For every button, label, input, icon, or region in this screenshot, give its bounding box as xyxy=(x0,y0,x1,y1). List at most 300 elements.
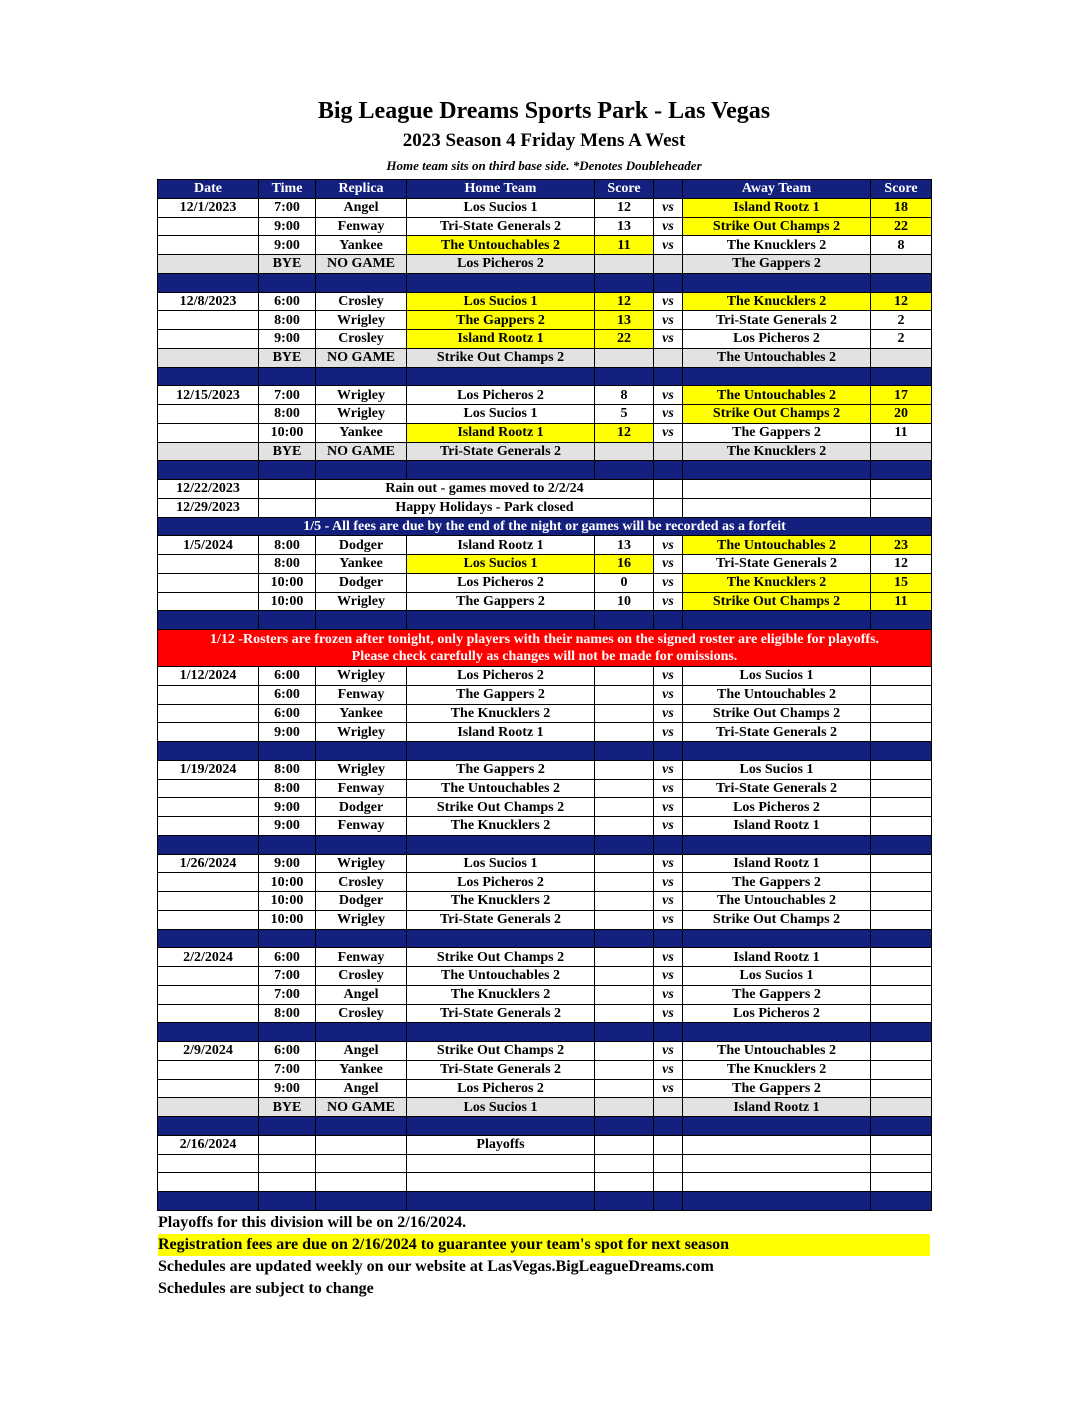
away-score: 2 xyxy=(871,330,932,349)
column-header: Home Team xyxy=(407,180,595,199)
game-field: Crosley xyxy=(316,967,407,986)
home-team: Los Sucios 1 xyxy=(407,198,595,217)
away-team: Los Picheros 2 xyxy=(683,1004,871,1023)
game-field: Wrigley xyxy=(316,760,407,779)
away-score xyxy=(871,1042,932,1061)
game-date: 1/19/2024 xyxy=(158,760,259,779)
fees-notice: 1/5 - All fees are due by the end of the night or games will be recorded as a forfeit xyxy=(158,517,932,536)
message-date: 12/29/2023 xyxy=(158,498,259,517)
vs-label: vs xyxy=(654,667,683,686)
game-row xyxy=(158,198,932,217)
separator-cell xyxy=(871,461,932,480)
vs-label: vs xyxy=(654,685,683,704)
roster-notice-line: Please check carefully as changes will not be made for omissions. xyxy=(351,649,738,664)
table-cell xyxy=(871,348,932,367)
home-team: Los Picheros 2 xyxy=(407,667,595,686)
game-row xyxy=(158,704,932,723)
vs-label: vs xyxy=(654,198,683,217)
away-score xyxy=(871,685,932,704)
game-field: Crosley xyxy=(316,292,407,311)
game-date xyxy=(158,1004,259,1023)
vs-label: vs xyxy=(654,1004,683,1023)
game-date xyxy=(158,985,259,1004)
separator-cell xyxy=(595,1192,654,1211)
separator-cell xyxy=(595,742,654,761)
game-time: 9:00 xyxy=(259,1079,316,1098)
home-team: The Gappers 2 xyxy=(407,592,595,611)
game-time: 6:00 xyxy=(259,685,316,704)
home-score: 13 xyxy=(595,217,654,236)
separator-cell xyxy=(316,367,407,386)
home-team: Tri-State Generals 2 xyxy=(407,1004,595,1023)
table-cell xyxy=(595,1173,654,1192)
separator-cell xyxy=(259,1023,316,1042)
separator-cell xyxy=(316,461,407,480)
separator-cell xyxy=(407,367,595,386)
home-team: Los Picheros 2 xyxy=(407,873,595,892)
separator-cell xyxy=(683,273,871,292)
away-team: Island Rootz 1 xyxy=(683,817,871,836)
game-time: 10:00 xyxy=(259,573,316,592)
away-team: Strike Out Champs 2 xyxy=(683,217,871,236)
game-date xyxy=(158,236,259,255)
table-cell xyxy=(407,1154,595,1173)
separator-cell xyxy=(595,611,654,630)
separator-cell xyxy=(158,929,259,948)
game-field: Wrigley xyxy=(316,854,407,873)
game-date xyxy=(158,1060,259,1079)
table-cell xyxy=(654,348,683,367)
separator-cell xyxy=(595,929,654,948)
game-field: Yankee xyxy=(316,423,407,442)
bye-row xyxy=(158,348,932,367)
game-row xyxy=(158,779,932,798)
table-cell xyxy=(871,1098,932,1117)
game-time: 9:00 xyxy=(259,330,316,349)
vs-label: vs xyxy=(654,405,683,424)
table-cell xyxy=(259,1135,316,1154)
away-score: 23 xyxy=(871,536,932,555)
game-time: 6:00 xyxy=(259,704,316,723)
home-score xyxy=(595,723,654,742)
game-row xyxy=(158,873,932,892)
game-row xyxy=(158,217,932,236)
game-row xyxy=(158,236,932,255)
table-cell xyxy=(871,1135,932,1154)
away-score: 18 xyxy=(871,198,932,217)
game-field: Wrigley xyxy=(316,910,407,929)
table-cell xyxy=(158,255,259,274)
game-row xyxy=(158,723,932,742)
playoffs-row xyxy=(158,1135,932,1154)
playoffs-date: 2/16/2024 xyxy=(158,1135,259,1154)
game-time: 10:00 xyxy=(259,873,316,892)
table-cell xyxy=(595,348,654,367)
home-team: Los Picheros 2 xyxy=(407,1079,595,1098)
home-score xyxy=(595,910,654,929)
game-field: Fenway xyxy=(316,948,407,967)
game-field: Angel xyxy=(316,1042,407,1061)
away-team: Island Rootz 1 xyxy=(683,948,871,967)
game-time: 6:00 xyxy=(259,667,316,686)
home-team: Los Sucios 1 xyxy=(407,292,595,311)
game-field: Yankee xyxy=(316,555,407,574)
game-time: 9:00 xyxy=(259,723,316,742)
away-team: Tri-State Generals 2 xyxy=(683,723,871,742)
home-team: Tri-State Generals 2 xyxy=(407,1060,595,1079)
away-team: Los Sucios 1 xyxy=(683,967,871,986)
away-score xyxy=(871,1004,932,1023)
away-team: The Gappers 2 xyxy=(683,423,871,442)
game-time: 8:00 xyxy=(259,311,316,330)
game-row xyxy=(158,555,932,574)
game-date xyxy=(158,573,259,592)
game-time: 8:00 xyxy=(259,555,316,574)
separator-cell xyxy=(683,1023,871,1042)
game-field: Yankee xyxy=(316,704,407,723)
game-date xyxy=(158,311,259,330)
home-score: 22 xyxy=(595,330,654,349)
home-team: Tri-State Generals 2 xyxy=(407,910,595,929)
bye-row xyxy=(158,255,932,274)
home-score: 13 xyxy=(595,536,654,555)
game-field: Wrigley xyxy=(316,667,407,686)
separator-cell xyxy=(407,1117,595,1136)
game-row xyxy=(158,948,932,967)
away-team: Tri-State Generals 2 xyxy=(683,311,871,330)
separator-cell xyxy=(683,742,871,761)
away-team: The Knucklers 2 xyxy=(683,236,871,255)
table-cell xyxy=(259,1173,316,1192)
game-row xyxy=(158,573,932,592)
separator-cell xyxy=(595,461,654,480)
game-time: 10:00 xyxy=(259,892,316,911)
game-time: 6:00 xyxy=(259,1042,316,1061)
bye-row xyxy=(158,1098,932,1117)
table-cell xyxy=(654,498,683,517)
bye-home-team: Los Sucios 1 xyxy=(407,1098,595,1117)
home-score xyxy=(595,1079,654,1098)
game-field: Fenway xyxy=(316,217,407,236)
away-team: Strike Out Champs 2 xyxy=(683,910,871,929)
table-cell xyxy=(683,1154,871,1173)
away-score: 11 xyxy=(871,592,932,611)
vs-label: vs xyxy=(654,854,683,873)
table-cell xyxy=(158,1173,259,1192)
bye-home-team: Tri-State Generals 2 xyxy=(407,442,595,461)
game-field: Fenway xyxy=(316,685,407,704)
home-score: 8 xyxy=(595,386,654,405)
bye-home-team: Strike Out Champs 2 xyxy=(407,348,595,367)
no-game-label: NO GAME xyxy=(316,442,407,461)
table-cell xyxy=(654,1098,683,1117)
bye-away-team: The Untouchables 2 xyxy=(683,348,871,367)
game-row xyxy=(158,985,932,1004)
separator-cell xyxy=(316,1023,407,1042)
table-cell xyxy=(259,498,316,517)
bye-label: BYE xyxy=(259,442,316,461)
game-field: Wrigley xyxy=(316,311,407,330)
separator-cell xyxy=(654,835,683,854)
home-score: 12 xyxy=(595,198,654,217)
game-field: Crosley xyxy=(316,873,407,892)
week-separator xyxy=(158,929,932,948)
message-text: Happy Holidays - Park closed xyxy=(316,498,654,517)
game-date xyxy=(158,873,259,892)
vs-label: vs xyxy=(654,910,683,929)
away-team: Island Rootz 1 xyxy=(683,854,871,873)
column-header: Date xyxy=(158,180,259,199)
game-field: Wrigley xyxy=(316,592,407,611)
game-time: 7:00 xyxy=(259,386,316,405)
game-row xyxy=(158,667,932,686)
game-date xyxy=(158,330,259,349)
home-score: 13 xyxy=(595,311,654,330)
table-cell xyxy=(259,1154,316,1173)
column-header: Replica xyxy=(316,180,407,199)
bye-away-team: The Gappers 2 xyxy=(683,255,871,274)
away-score xyxy=(871,667,932,686)
game-row xyxy=(158,311,932,330)
away-score: 2 xyxy=(871,311,932,330)
game-date: 12/1/2023 xyxy=(158,198,259,217)
separator-cell xyxy=(595,367,654,386)
away-team: The Knucklers 2 xyxy=(683,292,871,311)
separator-cell xyxy=(595,835,654,854)
game-row xyxy=(158,386,932,405)
bye-row xyxy=(158,442,932,461)
separator-cell xyxy=(316,835,407,854)
away-score xyxy=(871,817,932,836)
away-score xyxy=(871,910,932,929)
schedule-table xyxy=(157,179,932,1211)
separator-cell xyxy=(407,1023,595,1042)
separator-cell xyxy=(654,611,683,630)
away-team: The Knucklers 2 xyxy=(683,573,871,592)
game-field: Crosley xyxy=(316,330,407,349)
game-row xyxy=(158,967,932,986)
away-team: Island Rootz 1 xyxy=(683,198,871,217)
away-score: 12 xyxy=(871,292,932,311)
game-row xyxy=(158,817,932,836)
vs-label: vs xyxy=(654,236,683,255)
week-separator xyxy=(158,835,932,854)
separator-cell xyxy=(259,742,316,761)
vs-label: vs xyxy=(654,330,683,349)
game-date: 12/8/2023 xyxy=(158,292,259,311)
home-team: Tri-State Generals 2 xyxy=(407,217,595,236)
no-game-label: NO GAME xyxy=(316,255,407,274)
home-team: Los Sucios 1 xyxy=(407,405,595,424)
home-score: 16 xyxy=(595,555,654,574)
separator-cell xyxy=(407,611,595,630)
away-team: The Untouchables 2 xyxy=(683,386,871,405)
game-date xyxy=(158,779,259,798)
table-cell xyxy=(259,480,316,499)
home-team: The Knucklers 2 xyxy=(407,704,595,723)
week-separator xyxy=(158,273,932,292)
home-score xyxy=(595,892,654,911)
game-row xyxy=(158,1004,932,1023)
table-cell xyxy=(316,1135,407,1154)
game-date xyxy=(158,592,259,611)
vs-label: vs xyxy=(654,817,683,836)
separator-cell xyxy=(316,273,407,292)
separator-cell xyxy=(654,1192,683,1211)
game-date xyxy=(158,967,259,986)
game-field: Yankee xyxy=(316,236,407,255)
separator-cell xyxy=(259,1117,316,1136)
away-score: 15 xyxy=(871,573,932,592)
vs-label: vs xyxy=(654,1079,683,1098)
page-title: Big League Dreams Sports Park - Las Vegas xyxy=(317,98,771,124)
table-cell xyxy=(316,1154,407,1173)
empty-row xyxy=(158,1173,932,1192)
home-score xyxy=(595,779,654,798)
home-score xyxy=(595,873,654,892)
game-row xyxy=(158,1060,932,1079)
game-row xyxy=(158,536,932,555)
away-team: Los Picheros 2 xyxy=(683,798,871,817)
home-score: 11 xyxy=(595,236,654,255)
vs-label: vs xyxy=(654,798,683,817)
week-separator xyxy=(158,1023,932,1042)
table-cell xyxy=(407,1173,595,1192)
home-team: The Untouchables 2 xyxy=(407,779,595,798)
separator-cell xyxy=(871,1192,932,1211)
away-team: Los Sucios 1 xyxy=(683,760,871,779)
separator-cell xyxy=(654,742,683,761)
home-team: The Knucklers 2 xyxy=(407,985,595,1004)
table-cell xyxy=(683,1135,871,1154)
bye-label: BYE xyxy=(259,255,316,274)
game-date: 1/12/2024 xyxy=(158,667,259,686)
game-date xyxy=(158,910,259,929)
home-team: The Untouchables 2 xyxy=(407,967,595,986)
game-time: 7:00 xyxy=(259,198,316,217)
vs-label: vs xyxy=(654,592,683,611)
home-team: The Gappers 2 xyxy=(407,760,595,779)
game-row xyxy=(158,592,932,611)
vs-label: vs xyxy=(654,1060,683,1079)
separator-cell xyxy=(871,367,932,386)
game-date: 1/26/2024 xyxy=(158,854,259,873)
fees-notice-row xyxy=(158,517,932,536)
game-time: 6:00 xyxy=(259,948,316,967)
separator-cell xyxy=(316,611,407,630)
away-score xyxy=(871,1060,932,1079)
separator-cell xyxy=(259,461,316,480)
week-separator xyxy=(158,1117,932,1136)
home-team: Los Picheros 2 xyxy=(407,386,595,405)
separator-cell xyxy=(407,273,595,292)
game-row xyxy=(158,423,932,442)
separator-cell xyxy=(158,611,259,630)
separator-cell xyxy=(871,273,932,292)
column-header: Time xyxy=(259,180,316,199)
separator-cell xyxy=(871,742,932,761)
away-score xyxy=(871,779,932,798)
separator-cell xyxy=(595,1023,654,1042)
separator-cell xyxy=(158,1117,259,1136)
home-score xyxy=(595,948,654,967)
home-team: Island Rootz 1 xyxy=(407,723,595,742)
table-cell xyxy=(158,348,259,367)
vs-label: vs xyxy=(654,892,683,911)
vs-label: vs xyxy=(654,873,683,892)
separator-cell xyxy=(871,1117,932,1136)
separator-cell xyxy=(683,461,871,480)
week-separator xyxy=(158,1192,932,1211)
vs-label: vs xyxy=(654,423,683,442)
separator-cell xyxy=(683,835,871,854)
away-team: The Gappers 2 xyxy=(683,985,871,1004)
home-team: Los Picheros 2 xyxy=(407,573,595,592)
table-cell xyxy=(654,1154,683,1173)
home-score xyxy=(595,817,654,836)
away-team: Los Sucios 1 xyxy=(683,667,871,686)
vs-label: vs xyxy=(654,779,683,798)
home-score xyxy=(595,667,654,686)
separator-cell xyxy=(871,835,932,854)
home-team: Island Rootz 1 xyxy=(407,536,595,555)
vs-label: vs xyxy=(654,311,683,330)
vs-label: vs xyxy=(654,948,683,967)
footer-registration-note: Registration fees are due on 2/16/2024 to guarantee your team's spot for next season xyxy=(158,1234,930,1256)
vs-label: vs xyxy=(654,967,683,986)
game-field: Dodger xyxy=(316,536,407,555)
home-score xyxy=(595,1042,654,1061)
game-date xyxy=(158,798,259,817)
game-field: Wrigley xyxy=(316,405,407,424)
separator-cell xyxy=(654,1117,683,1136)
footer-change-note: Schedules are subject to change xyxy=(158,1280,374,1297)
game-date: 2/2/2024 xyxy=(158,948,259,967)
game-time: 10:00 xyxy=(259,592,316,611)
schedule-note: Home team sits on third base side. *Denotes Doubleheader xyxy=(386,158,702,173)
home-score xyxy=(595,967,654,986)
table-cell xyxy=(595,1154,654,1173)
table-cell xyxy=(654,1135,683,1154)
away-score: 17 xyxy=(871,386,932,405)
game-field: Wrigley xyxy=(316,723,407,742)
separator-cell xyxy=(158,1192,259,1211)
column-header: Score xyxy=(595,180,654,199)
game-row xyxy=(158,910,932,929)
table-cell xyxy=(316,1173,407,1192)
away-score: 11 xyxy=(871,423,932,442)
separator-cell xyxy=(683,611,871,630)
home-team: Island Rootz 1 xyxy=(407,423,595,442)
game-date xyxy=(158,405,259,424)
game-date xyxy=(158,555,259,574)
home-score xyxy=(595,798,654,817)
separator-cell xyxy=(683,929,871,948)
separator-cell xyxy=(683,1117,871,1136)
away-team: Strike Out Champs 2 xyxy=(683,704,871,723)
table-cell xyxy=(683,480,871,499)
table-cell xyxy=(654,1173,683,1192)
game-date: 2/9/2024 xyxy=(158,1042,259,1061)
message-row xyxy=(158,498,932,517)
column-header xyxy=(654,180,683,199)
table-cell xyxy=(654,480,683,499)
table-cell xyxy=(654,255,683,274)
separator-cell xyxy=(259,367,316,386)
home-score: 10 xyxy=(595,592,654,611)
separator-cell xyxy=(316,1117,407,1136)
separator-cell xyxy=(316,1192,407,1211)
